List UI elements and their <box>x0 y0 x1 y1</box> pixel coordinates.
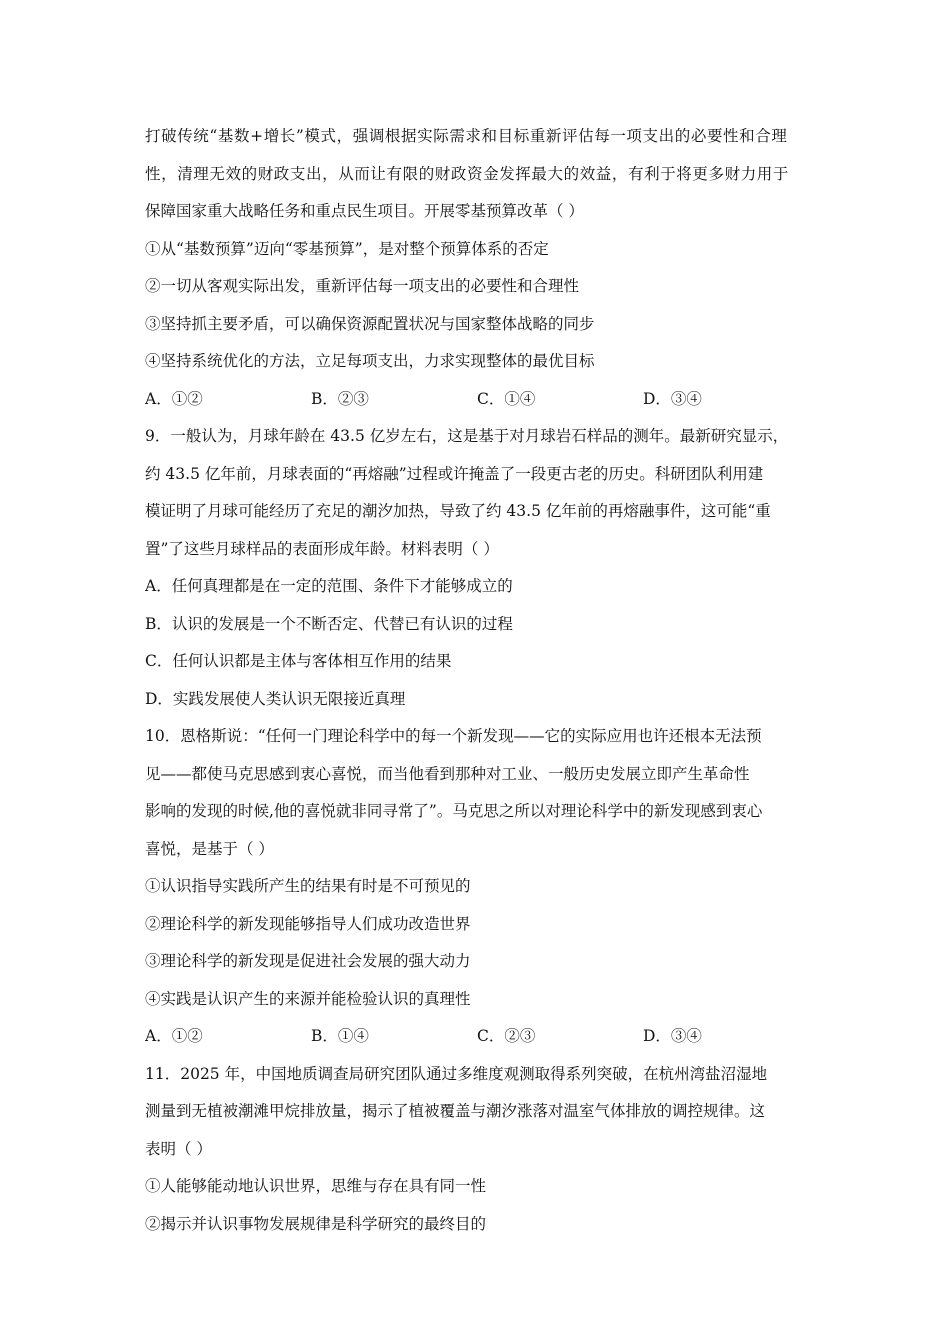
question-8-items <box>145 231 810 381</box>
question-10-items <box>145 868 810 1018</box>
question-8-options <box>145 381 810 419</box>
option-c[interactable]: C．①④ <box>477 389 536 408</box>
option-d[interactable]: D．③④ <box>643 389 702 408</box>
stem-line: 模证明了月球可能经历了充足的潮汐加热，导致了约 43.5 亿年前的再熔融事件，这可能“重 <box>145 502 771 520</box>
option-b[interactable]: B．①④ <box>311 1027 369 1045</box>
stem-line: 10．恩格斯说：“任何一门理论科学中的每一个新发现——它的实际应用也许还根本无法预 <box>145 727 762 745</box>
statement-item: ④实践是认识产生的来源并能检验认识的真理性 <box>145 989 471 1008</box>
statement-item: ①认识指导实践所产生的结果有时是不可预见的 <box>145 877 471 895</box>
question-9-options <box>145 568 810 718</box>
option-d[interactable]: D．③④ <box>643 1027 702 1045</box>
question-11-stem <box>145 1056 810 1169</box>
option-d[interactable]: D．实践发展使人类认识无限接近真理 <box>145 689 406 708</box>
statement-item: ②一切从客观实际出发，重新评估每一项支出的必要性和合理性 <box>145 277 580 295</box>
stem-line: 影响的发现的时候,他的喜悦就非同寻常了”。马克思之所以对理论科学中的新发现感到衷心 <box>145 802 763 820</box>
stem-line: 约 43.5 亿年前，月球表面的“再熔融”过程或许掩盖了一段更古老的历史。科研团队利用建 <box>145 464 764 483</box>
stem-line: 测量到无植被潮滩甲烷排放量，揭示了植被覆盖与潮汐涨落对温室气体排放的调控规律。这 <box>145 1102 766 1120</box>
statement-item: ①人能够能动地认识世界，思维与存在具有同一性 <box>145 1177 487 1195</box>
stem-line: 打破传统“基数+增长”模式，强调根据实际需求和目标重新评估每一项支出的必要性和合理 <box>145 127 788 145</box>
option-a[interactable]: A．任何真理都是在一定的范围、条件下才能够成立的 <box>145 577 513 595</box>
stem-line: 表明（ ） <box>145 1139 212 1158</box>
statement-item: ②揭示并认识事物发展规律是科学研究的最终目的 <box>145 1214 487 1233</box>
question-10-stem <box>145 718 810 868</box>
stem-line: 见——都使马克思感到衷心喜悦，而当他看到那种对工业、一般历史发展立即产生革命性 <box>145 764 750 783</box>
statement-item: ①从“基数预算”迈向“零基预算”，是对整个预算体系的否定 <box>145 239 549 258</box>
statement-item: ②理论科学的新发现能够指导人们成功改造世界 <box>145 914 471 933</box>
page-content <box>145 118 810 1243</box>
statement-item: ④坚持系统优化的方法，立足每项支出，力求实现整体的最优目标 <box>145 352 595 370</box>
question-11-items <box>145 1168 810 1243</box>
stem-line: 11．2025 年，中国地质调查局研究团队通过多维度观测取得系列突破，在杭州湾盐沼湿地 <box>145 1064 768 1083</box>
stem-line: 9．一般认为，月球年龄在 43.5 亿岁左右，这是基于对月球岩石样品的测年。最新研究显示， <box>145 427 789 445</box>
stem-line: 保障国家重大战略任务和重点民生项目。开展零基预算改革（ ） <box>145 202 584 220</box>
option-b[interactable]: B．认识的发展是一个不断否定、代替已有认识的过程 <box>145 614 513 633</box>
question-10-options <box>145 1018 810 1056</box>
question-9-stem <box>145 418 810 568</box>
question-8-stem <box>145 118 810 231</box>
option-b[interactable]: B．②③ <box>311 389 369 408</box>
option-a[interactable]: A．①② <box>145 389 203 408</box>
stem-line: 性，清理无效的财政支出，从而让有限的财政资金发挥最大的效益，有利于将更多财力用于 <box>145 164 790 183</box>
statement-item: ③坚持抓主要矛盾，可以确保资源配置状况与国家整体战略的同步 <box>145 314 595 333</box>
option-c[interactable]: C．任何认识都是主体与客体相互作用的结果 <box>145 652 452 670</box>
stem-line: 置”了这些月球样品的表面形成年龄。材料表明（ ） <box>145 539 499 558</box>
statement-item: ③理论科学的新发现是促进社会发展的强大动力 <box>145 952 471 970</box>
option-c[interactable]: C．②③ <box>477 1027 536 1045</box>
stem-line: 喜悦，是基于（ ） <box>145 839 274 858</box>
option-a[interactable]: A．①② <box>145 1027 203 1045</box>
